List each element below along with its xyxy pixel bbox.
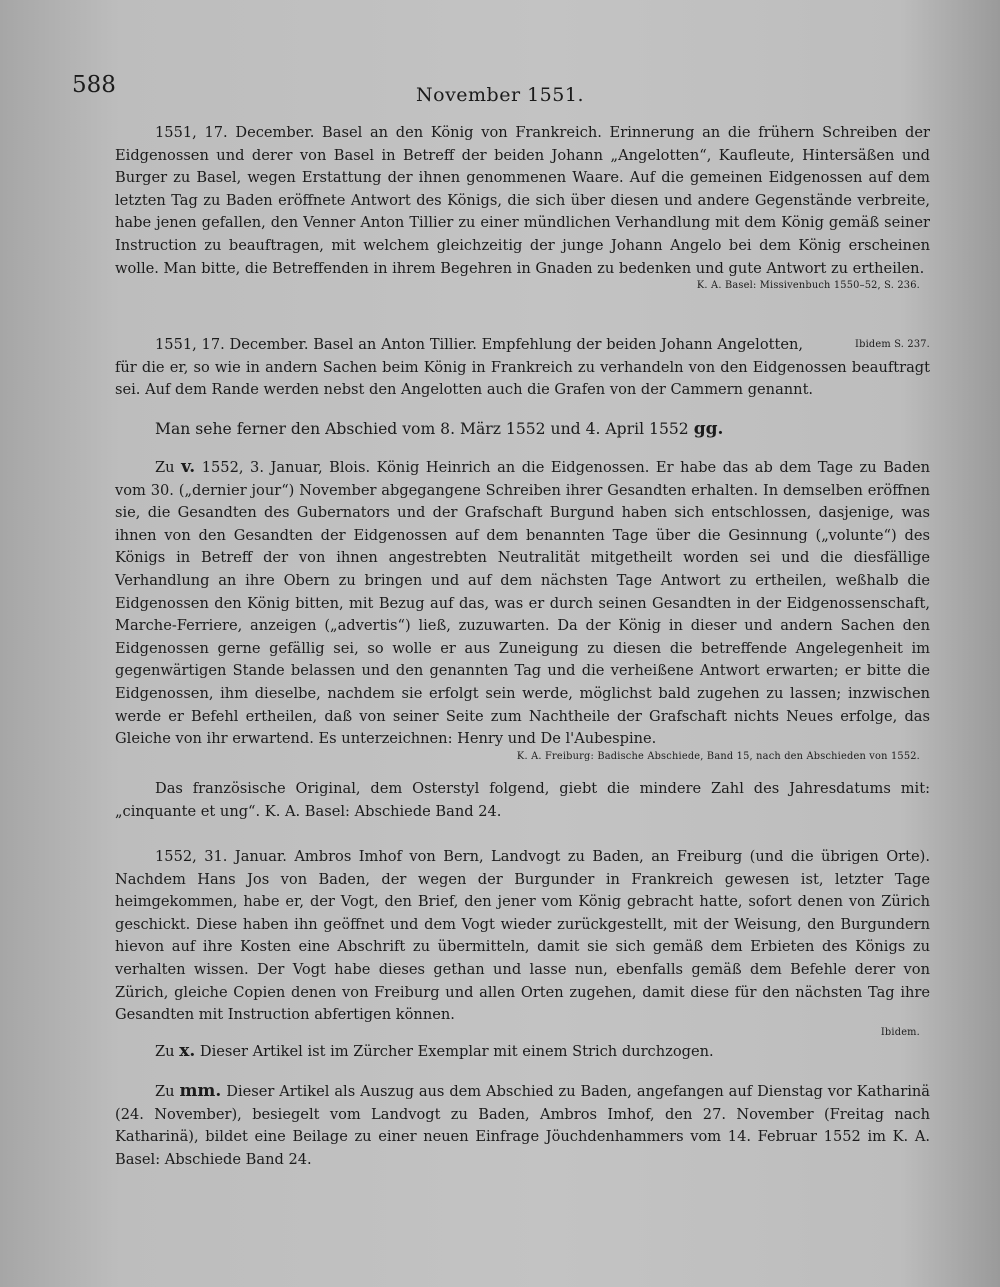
article-letter: v. <box>181 457 196 477</box>
entry-cross-reference <box>115 418 930 441</box>
page-number: 588 <box>72 72 116 98</box>
entry-zu-x <box>115 1040 930 1064</box>
entry-zu-mm <box>115 1080 930 1171</box>
article-letter: x. <box>179 1041 196 1061</box>
article-letter: mm. <box>179 1081 222 1101</box>
entry-french-original <box>115 778 930 823</box>
entry-prefix: Zu <box>155 1043 180 1060</box>
entry-text: Man sehe ferner den Abschied vom 8. März 1552 und 4. April 1552 <box>155 420 694 438</box>
entry-prefix: Zu <box>155 459 182 476</box>
entry-text: Dieser Artikel ist im Zürcher Exemplar mit einem Strich durchzogen. <box>195 1043 714 1060</box>
entry-text: 1552, 31. Januar. Ambros Imhof von Bern, Landvogt zu Baden, an Freiburg (und die übrigen Orte). Nachdem Hans Jos von Baden, der wegen der Burgunder in Frankreich gewesen ist, letzter Tage heimgekommen, habe er, der Vogt, den Brief, den jener vom König gebracht hatte, sofort denen von Zürich geschickt. Diese haben ihn geöffnet und dem Vogt wieder zurückgestellt, mit der Weisung, den Burgundern hievon auf ihre Kosten eine Abschrift zu übermitteln, damit sie sich gemäß dem Erbieten des Königs zu verhalten wissen. Der Vogt habe dieses gethan und lasse nun, ebenfalls gemäß dem Befehle derer von Zürich, gleiche Copien denen von Freiburg und allen Orten zugehen, damit diese für den nächsten Tag ihre Gesandten mit Instruction abfertigen können. <box>115 848 930 1024</box>
article-letter: gg. <box>693 419 724 439</box>
entry-zu-v <box>115 456 930 762</box>
source-citation: K. A. Basel: Missivenbuch 1550–52, S. 236. <box>696 280 920 292</box>
entry-text: 1551, 17. December. Basel an Anton Tillier. Empfehlung der beiden Johann Angelotten, für die er, so wie in andern Sachen beim König in Frankreich zu verhandeln von den Eidgenossen beauftragt sei. Auf dem Rande werden nebst den Angelotten auch die Grafen von der Cammern genannt. <box>115 336 930 399</box>
entry-text: 1552, 3. Januar, Blois. König Heinrich an die Eidgenossen. Er habe das ab dem Tage zu Baden vom 30. („dernier jour“) November abgegangene Schreiben ihrer Gesandten erhalten. In demselben eröffnen sie, die Gesandten des Gubernators und der Grafschaft Burgund haben sich entschlossen, dasjenige, was ihnen von den Gesandten der Eidgenossen auf dem benannten Tage über die Gesinnung („volunte“) des Königs in Betreff der von ihnen angestrebten Neutralität mitgetheilt worden sei und die diesfällige Verhandlung an ihre Obern zu bringen und auf dem nächsten Tage Antwort zu ertheilen, weßhalb die Eidgenossen den König bitten, mit Bezug auf das, was er durch seinen Gesandten in der Eidgenossenschaft, Marche-Ferriere, anzeigen („advertis“) ließ, zuzuwarten. Da der König in dieser und andern Sachen den Eidgenossen gerne gefällig sei, so wolle er aus Zuneigung zu diesen die betreffende Angelegenheit im gegenwärtigen Stande belassen und den genannten Tag und die verheißene Antwort erwarten; er bitte die Eidgenossen, ihm dieselbe, nachdem sie erfolgt sein werde, möglichst bald zugehen zu lassen; inzwischen werde er Befehl ertheilen, daß von seiner Seite zum Nachtheile der Grafschaft nichts Neues erfolge, das Gleiche von ihr erwartend. Es unterzeichnen: Henry und De l'Aubespine. <box>115 459 930 748</box>
entry-basel-to-tillier <box>115 334 930 402</box>
entry-prefix: Zu <box>155 1083 180 1100</box>
source-citation: Ibidem. <box>880 1026 920 1038</box>
entry-imhof-to-freiburg <box>115 846 930 1038</box>
entry-text: 1551, 17. December. Basel an den König von Frankreich. Erinnerung an die frühern Schreiben der Eidgenossen und derer von Basel in Betreff der beiden Johann „Angelotten“, Kaufleute, Hintersäßen und Burger zu Basel, wegen Erstattung der ihnen genommenen Waare. Auf die gemeinen Eidgenossen auf dem letzten Tag zu Baden eröffnete Antwort des Königs, die sich über diesen und andere Gegenstände verbreite, habe jenen gefallen, den Venner Anton Tillier zu einer mündlichen Verhandlung mit dem König gemäß seiner Instruction zu beauftragen, mit welchem gleichzeitig der junge Johann Angelo bei dem König erscheinen wolle. Man bitte, die Betreffenden in ihrem Begehren in Gnaden zu bedenken und gute Antwort zu ertheilen. <box>115 124 930 277</box>
source-citation: Ibidem S. 237. <box>855 339 930 350</box>
running-title: November 1551. <box>416 84 584 106</box>
entry-basel-to-king <box>115 122 930 291</box>
entry-text: Dieser Artikel als Auszug aus dem Abschied zu Baden, angefangen auf Dienstag vor Katharinä (24. November), besiegelt vom Landvogt zu Baden, Ambros Imhof, den 27. November (Freitag nach Katharinä), bildet eine Beilage zu einer neuen Einfrage Jöuchdenhammers vom 14. Februar 1552 im K. A. Basel: Abschiede Band 24. <box>115 1083 930 1168</box>
entry-text: Das französische Original, dem Osterstyl folgend, giebt die mindere Zahl des Jahresdatums mit: „cinquante et ung“. K. A. Basel: Abschiede Band 24. <box>115 780 930 820</box>
source-citation: K. A. Freiburg: Badische Abschiede, Band 15, nach den Abschieden von 1552. <box>516 750 920 762</box>
